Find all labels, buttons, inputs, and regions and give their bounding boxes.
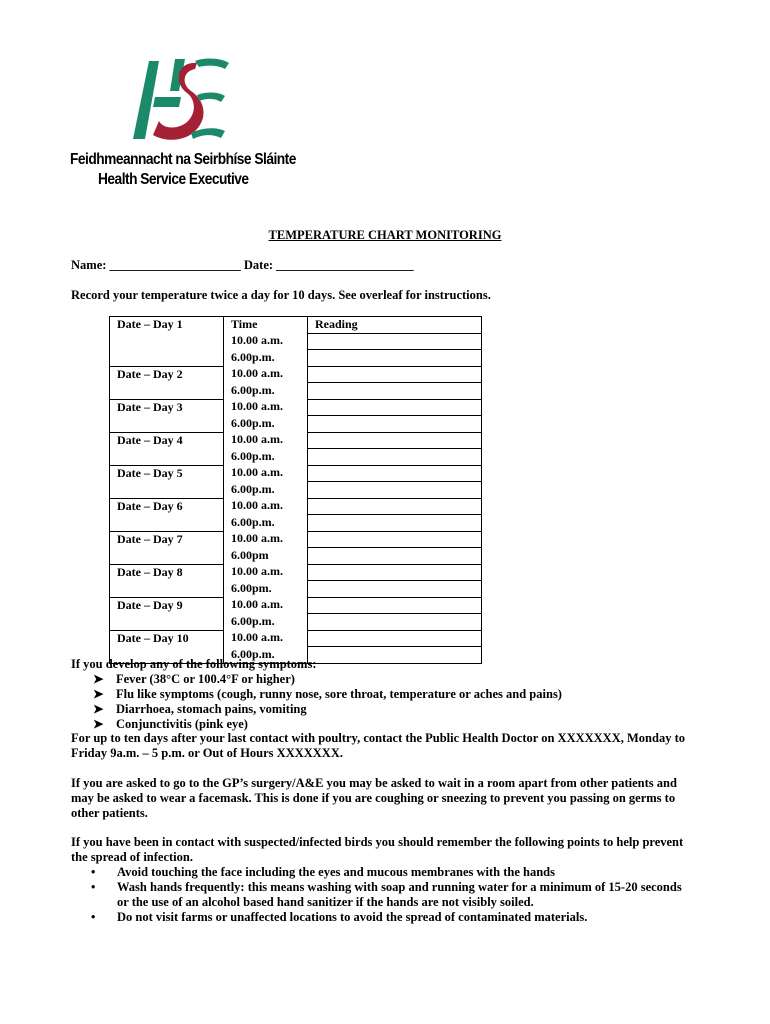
- birds-paragraph: If you have been in contact with suspected/infected birds you should remember the following points to help prevent the spread of infection.: [71, 835, 684, 864]
- reading-cell[interactable]: [308, 465, 482, 482]
- reading-cell[interactable]: [308, 614, 482, 631]
- list-item: • Avoid touching the face including the eyes and mucous membranes with the hands: [91, 865, 556, 879]
- day-cell: Date – Day 3: [110, 399, 224, 416]
- table-row: [110, 498, 482, 515]
- bullet-icon: •: [91, 865, 96, 879]
- time-cell: 10.00 a.m.: [224, 366, 308, 383]
- org-name-english: Health Service Executive: [98, 171, 249, 188]
- day-cell: [110, 581, 224, 598]
- table-row: [110, 350, 482, 367]
- bullet-icon: •: [91, 880, 96, 894]
- day-cell: Date – Day 8: [110, 564, 224, 581]
- reading-cell[interactable]: [308, 482, 482, 499]
- day-cell: Date – Day 1: [110, 317, 224, 334]
- reading-cell[interactable]: [308, 531, 482, 548]
- day-cell: Date – Day 5: [110, 465, 224, 482]
- table-row: [110, 383, 482, 400]
- time-header: Time: [224, 317, 308, 334]
- arrow-bullet-icon: ➤: [93, 717, 104, 731]
- symptom-list: [93, 672, 562, 732]
- time-cell: 6.00p.m.: [224, 350, 308, 367]
- list-item: • Wash hands frequently: this means washing with soap and running water for a minimum of 15-20 seconds or the use of an alcohol based hand sanitizer if the hands are not visibly soiled.: [91, 880, 682, 909]
- time-cell: 10.00 a.m.: [224, 432, 308, 449]
- table-row: [110, 548, 482, 565]
- table-row: [110, 597, 482, 614]
- reading-cell[interactable]: [308, 366, 482, 383]
- reading-cell[interactable]: [308, 564, 482, 581]
- day-cell: Date – Day 9: [110, 597, 224, 614]
- day-cell: [110, 449, 224, 466]
- hygiene-list: [71, 865, 696, 925]
- table-row: [110, 432, 482, 449]
- table-row: [110, 515, 482, 532]
- table-row: [110, 630, 482, 647]
- table-row: [110, 416, 482, 433]
- time-cell: 10.00 a.m.: [224, 465, 308, 482]
- reading-cell[interactable]: [308, 383, 482, 400]
- time-cell: 10.00 a.m.: [224, 564, 308, 581]
- time-cell: 6.00p.m.: [224, 383, 308, 400]
- day-cell: Date – Day 2: [110, 366, 224, 383]
- time-cell: 10.00 a.m.: [224, 333, 308, 350]
- time-cell: 6.00pm: [224, 548, 308, 565]
- reading-cell[interactable]: [308, 432, 482, 449]
- time-cell: 6.00p.m.: [224, 416, 308, 433]
- temperature-table: [109, 316, 482, 664]
- day-cell: [110, 614, 224, 631]
- reading-cell[interactable]: [308, 416, 482, 433]
- contact-paragraph: For up to ten days after your last contact with poultry, contact the Public Health Doctor on XXXXXXX, Monday to Friday 9a.m. – 5 p.m. or Out of Hours XXXXXXX.: [71, 731, 685, 760]
- gp-paragraph: If you are asked to go to the GP’s surgery/A&E you may be asked to wait in a room apart from other patients and may be asked to wear a facemask. This is done if you are coughing or sneezing to prevent you passing on germs to other patients.: [71, 776, 677, 820]
- table-row: [110, 482, 482, 499]
- table-row: [110, 564, 482, 581]
- table-row: [110, 449, 482, 466]
- day-cell: [110, 416, 224, 433]
- table-row: [110, 366, 482, 383]
- list-item: ➤ Diarrhoea, stomach pains, vomiting: [93, 702, 307, 716]
- day-cell: Date – Day 6: [110, 498, 224, 515]
- day-cell: [110, 548, 224, 565]
- table-row: [110, 614, 482, 631]
- reading-cell[interactable]: [308, 630, 482, 647]
- reading-header: Reading: [308, 317, 482, 334]
- table-row: [110, 465, 482, 482]
- symptoms-heading: If you develop any of the following symptoms:: [71, 657, 317, 671]
- table-header-row: [110, 317, 482, 334]
- reading-cell[interactable]: [308, 333, 482, 350]
- day-cell: [110, 350, 224, 367]
- reading-cell[interactable]: [308, 498, 482, 515]
- time-cell: 10.00 a.m.: [224, 399, 308, 416]
- day-cell: [110, 515, 224, 532]
- time-cell: 10.00 a.m.: [224, 630, 308, 647]
- list-item: ➤ Flu like symptoms (cough, runny nose, sore throat, temperature or aches and pains): [93, 687, 562, 701]
- table-row: [110, 581, 482, 598]
- day-cell: [110, 482, 224, 499]
- time-cell: 10.00 a.m.: [224, 597, 308, 614]
- time-cell: 6.00p.m.: [224, 614, 308, 631]
- time-cell: 6.00p.m.: [224, 647, 308, 664]
- day-cell: Date – Day 4: [110, 432, 224, 449]
- bullet-icon: •: [91, 910, 96, 924]
- list-item: ➤ Conjunctivitis (pink eye): [93, 717, 248, 731]
- table-row: [110, 399, 482, 416]
- org-name-irish: Feidhmeannacht na Seirbhíse Sláinte: [70, 151, 296, 168]
- time-cell: 6.00p.m.: [224, 515, 308, 532]
- arrow-bullet-icon: ➤: [93, 702, 104, 716]
- arrow-bullet-icon: ➤: [93, 672, 104, 686]
- reading-cell[interactable]: [308, 350, 482, 367]
- reading-cell[interactable]: [308, 515, 482, 532]
- reading-cell[interactable]: [308, 399, 482, 416]
- time-cell: 6.00pm.: [224, 581, 308, 598]
- time-cell: 10.00 a.m.: [224, 498, 308, 515]
- table-row: [110, 531, 482, 548]
- list-item: ➤ Fever (38°C or 100.4°F or higher): [93, 672, 295, 686]
- reading-cell[interactable]: [308, 449, 482, 466]
- name-date-line[interactable]: Name: _____________________ Date: ______________________: [71, 258, 414, 272]
- day-cell: [110, 383, 224, 400]
- time-cell: 6.00p.m.: [224, 482, 308, 499]
- day-cell: [110, 333, 224, 350]
- table-row: [110, 333, 482, 350]
- reading-cell[interactable]: [308, 597, 482, 614]
- time-cell: 6.00p.m.: [224, 449, 308, 466]
- hse-logo: [125, 55, 231, 145]
- list-item: • Do not visit farms or unaffected locations to avoid the spread of contaminated materials.: [91, 910, 588, 924]
- day-cell: Date – Day 7: [110, 531, 224, 548]
- time-cell: 10.00 a.m.: [224, 531, 308, 548]
- page-title: TEMPERATURE CHART MONITORING: [268, 228, 502, 242]
- day-cell: Date – Day 10: [110, 630, 224, 647]
- arrow-bullet-icon: ➤: [93, 687, 104, 701]
- reading-cell[interactable]: [308, 548, 482, 565]
- reading-cell[interactable]: [308, 581, 482, 598]
- intro-text: Record your temperature twice a day for 10 days. See overleaf for instructions.: [71, 288, 491, 302]
